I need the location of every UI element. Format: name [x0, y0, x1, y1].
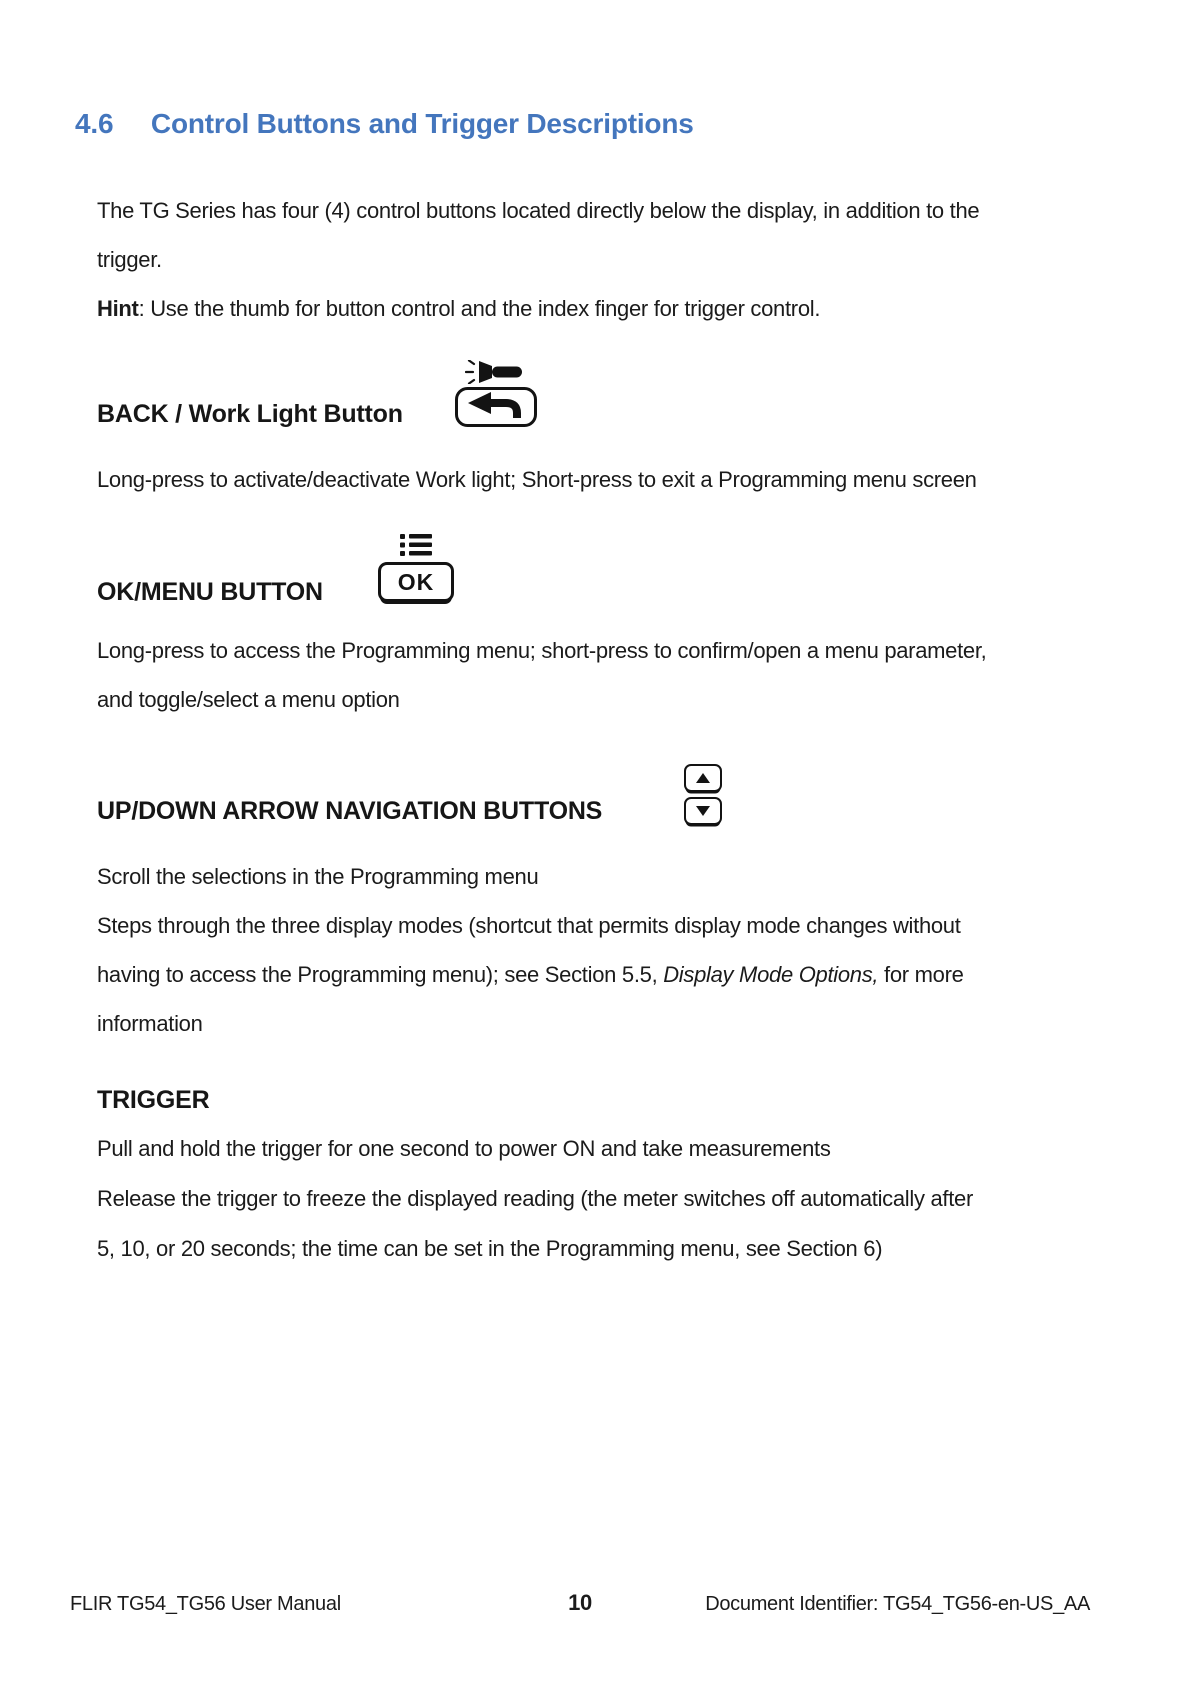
body-line: Long-press to activate/deactivate Work light; Short-press to exit a Programming menu screen: [97, 467, 977, 492]
trigger-paragraph: [97, 1124, 973, 1274]
hint-label: Hint: [97, 296, 139, 321]
back-worklight-heading: BACK / Work Light Button: [97, 400, 403, 428]
body-line: 5, 10, or 20 seconds; the time can be set in the Programming menu, see Section 6): [97, 1236, 883, 1261]
back-arrow-button: [455, 387, 537, 427]
flashlight-icon: [465, 360, 527, 384]
back-worklight-paragraph: [97, 455, 977, 504]
footer-page-number: 10: [568, 1590, 592, 1615]
body-line: Release the trigger to freeze the displayed reading (the meter switches off automatically after: [97, 1186, 974, 1211]
body-line: Pull and hold the trigger for one second to power ON and take measurements: [97, 1136, 831, 1161]
body-line: [97, 950, 964, 999]
down-arrow-icon: [696, 806, 710, 816]
body-line: information: [97, 1011, 203, 1036]
ok-menu-paragraph: [97, 626, 986, 724]
body-text: for more: [878, 962, 964, 987]
body-line: Steps through the three display modes (shortcut that permits display mode changes without: [97, 913, 961, 938]
body-line: Scroll the selections in the Programming menu: [97, 864, 539, 889]
footer-document-title: FLIR TG54_TG56 User Manual: [70, 1593, 341, 1615]
back-worklight-icon-stack: [455, 360, 537, 427]
section-heading: [75, 108, 694, 140]
ok-button: [378, 562, 454, 602]
ok-menu-icon-stack: [378, 532, 454, 602]
page-footer: [70, 1590, 1090, 1616]
hint-line: [97, 284, 979, 333]
ok-menu-heading: OK/MENU BUTTON: [97, 578, 323, 606]
up-arrow-button: [684, 764, 722, 792]
body-text: having to access the Programming menu); see Section 5.5,: [97, 962, 664, 987]
menu-list-icon: [400, 532, 432, 558]
section-title: Control Buttons and Trigger Descriptions: [150, 108, 694, 139]
intro-line: trigger.: [97, 247, 162, 272]
intro-line: The TG Series has four (4) control buttons located directly below the display, in addition to the: [97, 198, 980, 223]
trigger-heading: TRIGGER: [97, 1086, 210, 1114]
down-arrow-button: [684, 797, 722, 825]
body-line: Long-press to access the Programming menu; short-press to confirm/open a menu parameter,: [97, 638, 987, 663]
hint-text: : Use the thumb for button control and the index finger for trigger control.: [138, 296, 821, 321]
updown-icon-stack: [684, 764, 722, 825]
updown-paragraph: [97, 852, 964, 1048]
italic-reference: Display Mode Options,: [663, 962, 879, 987]
ok-button-label: OK: [397, 568, 435, 595]
updown-heading: UP/DOWN ARROW NAVIGATION BUTTONS: [97, 797, 603, 825]
intro-paragraph: [97, 186, 979, 333]
up-arrow-icon: [696, 773, 710, 783]
body-line: and toggle/select a menu option: [97, 687, 400, 712]
footer-document-identifier: Document Identifier: TG54_TG56-en-US_AA: [705, 1593, 1090, 1615]
section-number: 4.6: [75, 108, 114, 139]
